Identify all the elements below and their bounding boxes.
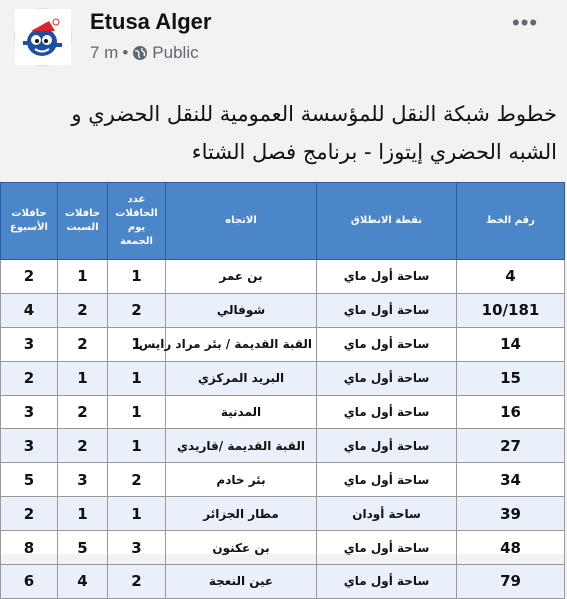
cell-friday: 3 <box>108 531 166 565</box>
cell-friday: 2 <box>108 463 166 497</box>
meta-separator: • <box>122 43 129 62</box>
cell-week: 3 <box>1 429 58 463</box>
cell-saturday: 3 <box>58 463 108 497</box>
etusa-mascot-logo <box>15 9 71 65</box>
header-departure: نقطة الانطلاق <box>317 183 457 260</box>
cell-week: 8 <box>1 531 58 565</box>
cell-line: 79 <box>457 565 565 599</box>
post-text-line-2: الشبه الحضري إيتوزا - برنامج فصل الشتاء <box>191 140 557 164</box>
cell-line: 15 <box>457 361 565 395</box>
post-text-line-1: خطوط شبكة النقل للمؤسسة العمومية للنقل الحضري و <box>71 102 557 126</box>
cell-friday: 1 <box>108 497 166 531</box>
cell-departure: ساحة أول ماي <box>317 260 457 294</box>
schedule-table <box>0 182 565 599</box>
cell-line: 48 <box>457 531 565 565</box>
cell-departure: ساحة أول ماي <box>317 531 457 565</box>
cell-week: 2 <box>1 260 58 294</box>
table-row <box>1 531 565 565</box>
schedule-table-image[interactable] <box>0 182 564 591</box>
cell-week: 2 <box>1 361 58 395</box>
cell-departure: ساحة أول ماي <box>317 327 457 361</box>
cell-week: 3 <box>1 395 58 429</box>
cell-direction: المدنية <box>166 395 317 429</box>
cell-friday: 2 <box>108 565 166 599</box>
avatar[interactable] <box>14 8 72 66</box>
cell-departure: ساحة أول ماي <box>317 293 457 327</box>
header-week: حافلات الأسبوع <box>1 183 58 260</box>
cell-departure: ساحة أول ماي <box>317 429 457 463</box>
cell-saturday: 2 <box>58 327 108 361</box>
table-row <box>1 260 565 294</box>
cell-saturday: 1 <box>58 497 108 531</box>
cell-direction: مطار الجزائر <box>166 497 317 531</box>
cell-direction: البريد المركزي <box>166 361 317 395</box>
table-row <box>1 497 565 531</box>
cell-friday: 1 <box>108 361 166 395</box>
cell-direction: بئر خادم <box>166 463 317 497</box>
table-header-row <box>1 183 565 260</box>
cell-direction: شوفالي <box>166 293 317 327</box>
cell-saturday: 5 <box>58 531 108 565</box>
header-direction: الاتجاه <box>166 183 317 260</box>
cell-direction: بن عمر <box>166 260 317 294</box>
header-friday: عدد الحافلات يوم الجمعة <box>108 183 166 260</box>
cell-departure: ساحة أودان <box>317 497 457 531</box>
cell-saturday: 1 <box>58 361 108 395</box>
cell-direction: القبة القديمة /قاريدي <box>166 429 317 463</box>
cell-week: 3 <box>1 327 58 361</box>
table-row <box>1 565 565 599</box>
post-text <box>12 95 557 171</box>
globe-icon <box>132 45 148 61</box>
cell-saturday: 2 <box>58 293 108 327</box>
cell-friday: 1 <box>108 429 166 463</box>
cell-line: 27 <box>457 429 565 463</box>
table-row <box>1 293 565 327</box>
header-saturday: حافلات السبت <box>58 183 108 260</box>
cell-direction: عين النعجة <box>166 565 317 599</box>
cell-week: 2 <box>1 497 58 531</box>
cell-line: 4 <box>457 260 565 294</box>
cell-saturday: 2 <box>58 395 108 429</box>
cell-line: 10/181 <box>457 293 565 327</box>
cell-line: 34 <box>457 463 565 497</box>
cell-departure: ساحة أول ماي <box>317 565 457 599</box>
post-time[interactable]: 7 m <box>90 43 119 62</box>
cell-direction: القبة القديمة / بئر مراد رايس <box>166 327 317 361</box>
cell-departure: ساحة أول ماي <box>317 463 457 497</box>
author-name[interactable]: Etusa Alger <box>90 9 212 34</box>
table-row <box>1 361 565 395</box>
cell-friday: 1 <box>108 395 166 429</box>
post-meta <box>90 43 199 63</box>
cell-line: 39 <box>457 497 565 531</box>
table-row <box>1 327 565 361</box>
cell-week: 6 <box>1 565 58 599</box>
cell-departure: ساحة أول ماي <box>317 361 457 395</box>
cell-departure: ساحة أول ماي <box>317 395 457 429</box>
cell-saturday: 2 <box>58 429 108 463</box>
cell-saturday: 1 <box>58 260 108 294</box>
cell-saturday: 4 <box>58 565 108 599</box>
cell-direction: بن عكنون <box>166 531 317 565</box>
cell-friday: 2 <box>108 293 166 327</box>
cell-friday: 1 <box>108 260 166 294</box>
table-row <box>1 429 565 463</box>
table-row <box>1 463 565 497</box>
cell-week: 4 <box>1 293 58 327</box>
visibility-label: Public <box>152 43 199 62</box>
table-row <box>1 395 565 429</box>
header-line: رقم الخط <box>457 183 565 260</box>
cell-week: 5 <box>1 463 58 497</box>
more-options-button[interactable]: ••• <box>512 10 539 35</box>
cell-line: 14 <box>457 327 565 361</box>
cell-friday: 1 <box>108 327 166 361</box>
cell-line: 16 <box>457 395 565 429</box>
